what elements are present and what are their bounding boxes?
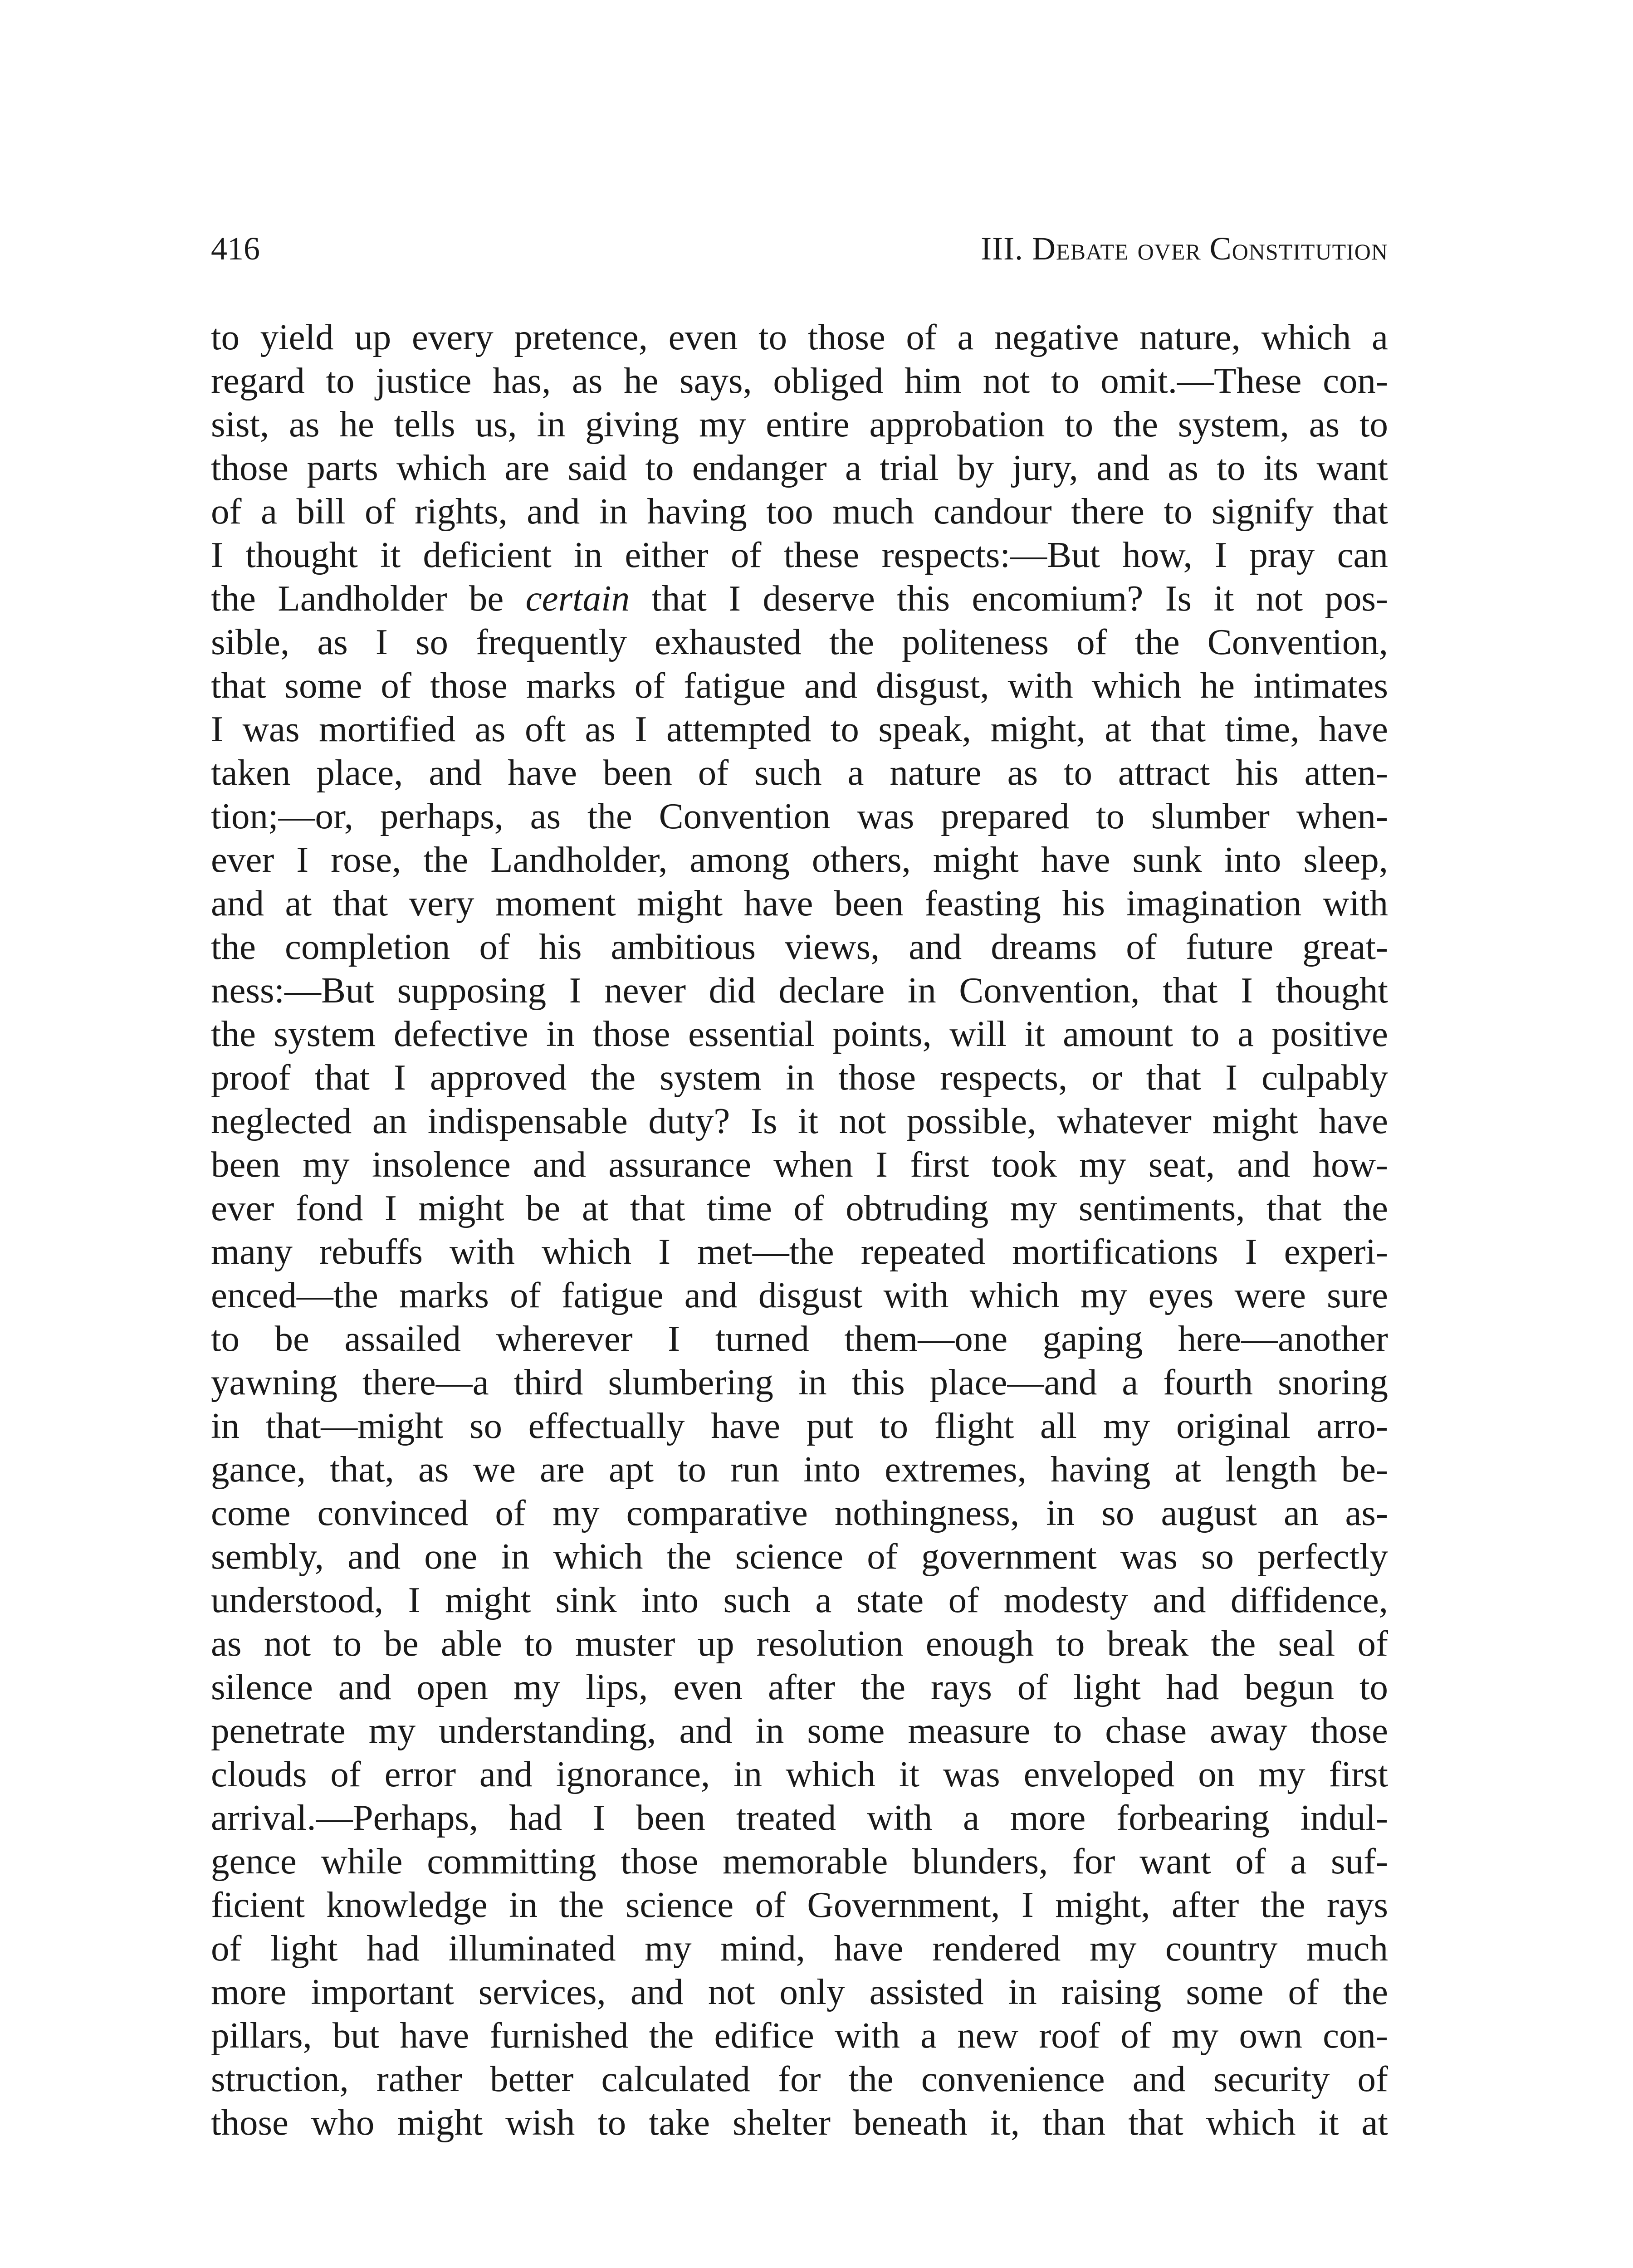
text-segment: the Landholder be <box>211 578 526 619</box>
text-segment: arrival.—Perhaps, had I been treated with a more forbearing indul- <box>211 1797 1388 1838</box>
text-segment: regard to justice has, as he says, obliged him not to omit.—These con- <box>211 360 1388 401</box>
text-line <box>211 707 1388 751</box>
text-line <box>211 315 1388 359</box>
text-segment: struction, rather better calculated for the convenience and security of <box>211 2058 1388 2099</box>
text-segment: ness:—But supposing I never did declare in Convention, that I thought <box>211 970 1388 1011</box>
text-line <box>211 1665 1388 1709</box>
text-line <box>211 359 1388 402</box>
text-line <box>211 751 1388 794</box>
text-line <box>211 1404 1388 1447</box>
text-segment: ever fond I might be at that time of obtruding my sentiments, that the <box>211 1188 1388 1228</box>
text-segment: clouds of error and ignorance, in which it was enveloped on my first <box>211 1754 1388 1794</box>
text-line <box>211 1317 1388 1360</box>
text-segment: silence and open my lips, even after the rays of light had begun to <box>211 1667 1388 1707</box>
text-segment: the completion of his ambitious views, and dreams of future great- <box>211 926 1388 967</box>
text-segment: of light had illuminated my mind, have rendered my country much <box>211 1928 1388 1969</box>
text-line <box>211 1752 1388 1796</box>
text-line <box>211 1012 1388 1056</box>
text-segment: those who might wish to take shelter beneath it, than that which it at <box>211 2102 1388 2143</box>
text-line <box>211 1186 1388 1230</box>
text-line <box>211 794 1388 838</box>
text-line <box>211 925 1388 968</box>
text-line <box>211 1535 1388 1578</box>
text-line <box>211 1491 1388 1535</box>
text-line <box>211 402 1388 446</box>
text-line <box>211 489 1388 533</box>
text-segment: that some of those marks of fatigue and disgust, with which he intimates <box>211 665 1388 706</box>
text-line <box>211 881 1388 925</box>
text-segment: tion;—or, perhaps, as the Convention was prepared to slumber when- <box>211 796 1388 836</box>
text-segment: understood, I might sink into such a state of modesty and diffidence, <box>211 1579 1388 1620</box>
text-segment: gance, that, as we are apt to run into extremes, having at length be- <box>211 1449 1388 1490</box>
text-line <box>211 1143 1388 1186</box>
text-segment: ever I rose, the Landholder, among others, might have sunk into sleep, <box>211 839 1388 880</box>
text-segment: I thought it deficient in either of these respects:—But how, I pray can <box>211 534 1388 575</box>
page-number: 416 <box>211 230 260 267</box>
text-line <box>211 533 1388 577</box>
text-line <box>211 664 1388 707</box>
text-segment: to yield up every pretence, even to those of a negative nature, which a <box>211 317 1388 357</box>
text-line <box>211 1230 1388 1273</box>
body-text <box>211 315 1388 2144</box>
text-line <box>211 1926 1388 1970</box>
text-line <box>211 1839 1388 1883</box>
text-line <box>211 577 1388 620</box>
text-segment: sist, as he tells us, in giving my entire approbation to the system, as to <box>211 404 1388 445</box>
text-segment: that I deserve this encomium? Is it not pos- <box>630 578 1388 619</box>
text-segment: as not to be able to muster up resolution enough to break the seal of <box>211 1623 1388 1664</box>
text-segment: the system defective in those essential points, will it amount to a positive <box>211 1013 1388 1054</box>
text-line <box>211 2101 1388 2144</box>
text-segment: taken place, and have been of such a nature as to attract his atten- <box>211 752 1388 793</box>
text-segment: pillars, but have furnished the edifice with a new roof of my own con- <box>211 2015 1388 2056</box>
text-segment: gence while committing those memorable blunders, for want of a suf- <box>211 1841 1388 1882</box>
text-segment: in that—might so effectually have put to flight all my original arro- <box>211 1405 1388 1446</box>
text-line <box>211 1709 1388 1752</box>
text-line <box>211 1273 1388 1317</box>
text-segment: penetrate my understanding, and in some measure to chase away those <box>211 1710 1388 1751</box>
text-line <box>211 1622 1388 1665</box>
text-line <box>211 620 1388 664</box>
text-line <box>211 446 1388 489</box>
text-line <box>211 1056 1388 1099</box>
text-segment: enced—the marks of fatigue and disgust with which my eyes were sure <box>211 1275 1388 1315</box>
text-segment: neglected an indispensable duty? Is it not possible, whatever might have <box>211 1100 1388 1141</box>
section-title: III. Debate over Constitution <box>981 230 1388 267</box>
text-segment: I was mortified as oft as I attempted to speak, might, at that time, have <box>211 709 1388 749</box>
text-line <box>211 1099 1388 1143</box>
text-segment: yawning there—a third slumbering in this place—and a fourth snoring <box>211 1362 1388 1403</box>
text-line <box>211 1447 1388 1491</box>
text-line <box>211 2014 1388 2057</box>
text-segment: come convinced of my comparative nothingness, in so august an as- <box>211 1492 1388 1533</box>
text-segment: those parts which are said to endanger a trial by jury, and as to its want <box>211 447 1388 488</box>
text-line <box>211 2057 1388 2101</box>
text-segment: of a bill of rights, and in having too much candour there to signify that <box>211 491 1388 532</box>
text-segment: ficient knowledge in the science of Government, I might, after the rays <box>211 1884 1388 1925</box>
text-line <box>211 968 1388 1012</box>
text-segment: many rebuffs with which I met—the repeated mortifications I experi- <box>211 1231 1388 1272</box>
text-segment: to be assailed wherever I turned them—one gaping here—another <box>211 1318 1388 1359</box>
text-segment: more important services, and not only assisted in raising some of the <box>211 1971 1388 2012</box>
running-head <box>211 221 1388 276</box>
text-line <box>211 838 1388 881</box>
text-line <box>211 1360 1388 1404</box>
text-line <box>211 1578 1388 1622</box>
text-segment: sembly, and one in which the science of government was so perfectly <box>211 1536 1388 1577</box>
text-line <box>211 1796 1388 1839</box>
text-segment: and at that very moment might have been feasting his imagination with <box>211 883 1388 924</box>
text-line <box>211 1883 1388 1926</box>
text-segment: sible, as I so frequently exhausted the politeness of the Convention, <box>211 621 1388 662</box>
italic-word: certain <box>525 578 630 619</box>
text-line <box>211 1970 1388 2014</box>
text-segment: proof that I approved the system in those respects, or that I culpably <box>211 1057 1388 1098</box>
text-segment: been my insolence and assurance when I first took my seat, and how- <box>211 1144 1388 1185</box>
